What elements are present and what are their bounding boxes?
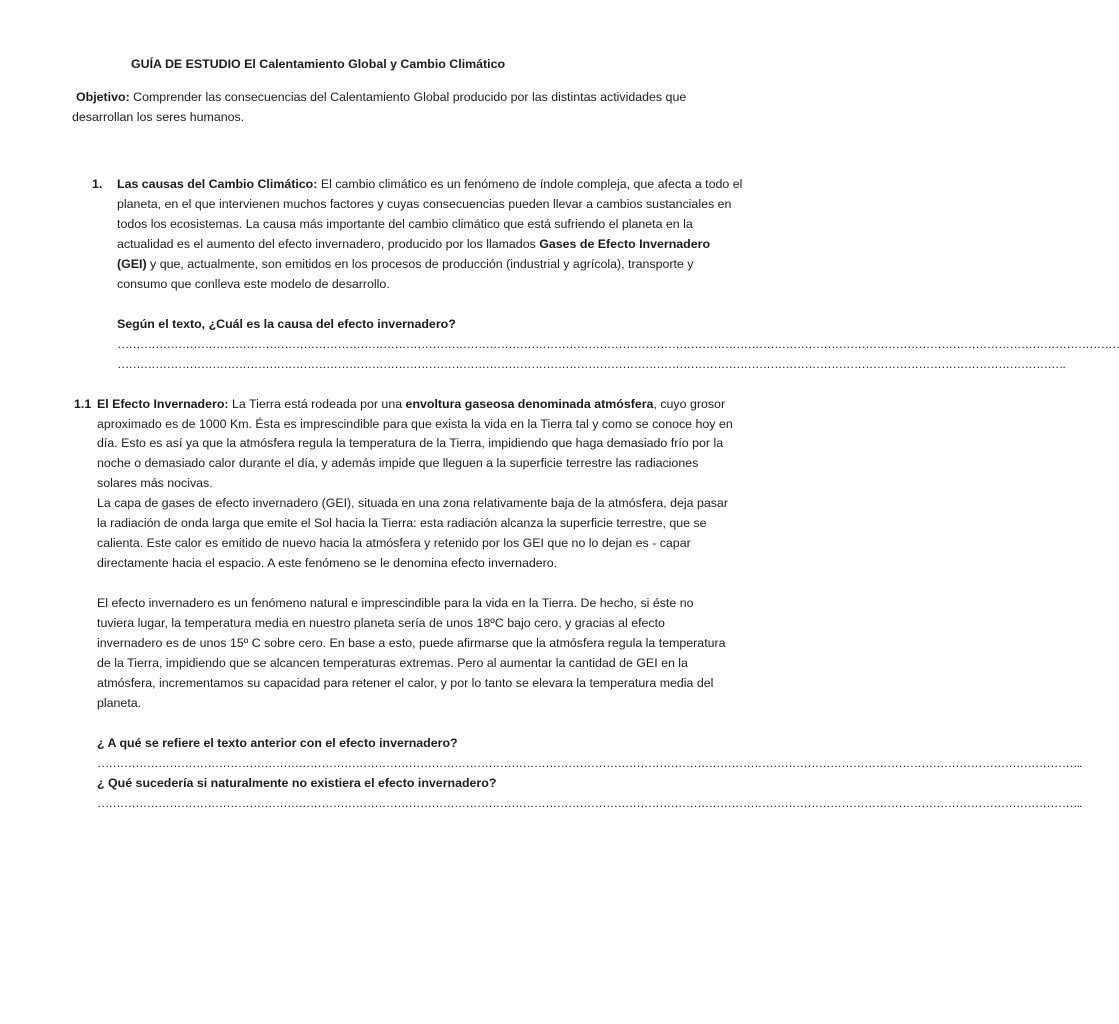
section-1-line-1 — [117, 176, 742, 192]
section-1-1-number: 1.1 — [74, 397, 92, 411]
section-1-1-para2-line-5: atmósfera, incrementamos su capacidad para retener el calor, y por lo tanto se elevara la temperatura media del — [97, 676, 714, 690]
section-1-line-3: todos los ecosistemas. La causa más importante del cambio climático que está sufriendo el planeta en la — [117, 217, 693, 231]
section-1-1-line-6: La capa de gases de efecto invernadero (GEI), situada en una zona relativamente baja de la atmósfera, deja pasar — [97, 496, 728, 510]
section-1-answer-line-2[interactable]: ……………………………………………………………………………………………………………………………………………………………………………………………………………………………. — [117, 357, 1065, 371]
section-1-answer-line-1[interactable]: ………………………………………………………………………………………………………………………………………………………………………………………………………………………………………… — [117, 337, 1119, 351]
objective-line-1 — [76, 89, 686, 105]
gei-abbreviation: (GEI) — [117, 257, 147, 271]
section-1-1-question-1: ¿ A qué se refiere el texto anterior con el efecto invernadero? — [97, 736, 458, 750]
objective-label: Objetivo: — [76, 90, 130, 104]
section-1-line-5 — [117, 256, 693, 272]
section-1-line-4 — [117, 236, 710, 252]
section-1-line-2: planeta, en el que intervienen muchos factores y cuyas consecuencias pueden llevar a cambios sustanciales en — [117, 197, 732, 211]
document-title: GUÍA DE ESTUDIO El Calentamiento Global y Cambio Climático — [131, 57, 506, 71]
section-1-1-line-2: aproximado es de 1000 Km. Ésta es imprescindible para que exista la vida en la Tierra tal y como se conoce hoy en — [97, 417, 733, 431]
section-1-text-5: y que, actualmente, son emitidos en los procesos de producción (industrial y agrícola), transporte y — [146, 257, 694, 271]
section-1-1-line-8: calienta. Este calor es emitido de nuevo hacia la atmósfera y retenido por los GEI que no lo dejan es - capar — [97, 536, 691, 550]
section-1-text-1: El cambio climático es un fenómeno de índole compleja, que afecta a todo el — [317, 177, 743, 191]
section-1-heading: Las causas del Cambio Climático: — [117, 177, 318, 191]
section-1-1-text-1a: La Tierra está rodeada por una — [228, 397, 406, 411]
section-1-1-line-4: noche o demasiado calor durante el día, y además impide que lleguen a la superficie terrestre las radiaciones — [97, 456, 699, 470]
section-1-1-para2-line-4: de la Tierra, impidiendo que se alcancen temperaturas extremas. Pero al aumentar la cantidad de GEI en la — [97, 656, 688, 670]
section-1-line-6: consumo que conlleva este modelo de desarrollo. — [117, 277, 390, 291]
section-1-question: Según el texto, ¿Cuál es la causa del efecto invernadero? — [117, 317, 456, 331]
atmosphere-definition: envoltura gaseosa denominada atmósfera — [405, 397, 654, 411]
objective-line-2: desarrollan los seres humanos. — [72, 110, 245, 124]
section-1-1-line-9: directamente hacia el espacio. A este fenómeno se le denomina efecto invernadero. — [97, 556, 558, 570]
section-1-1-text-1c: , cuyo grosor — [653, 397, 726, 411]
section-1-1-answer-1[interactable]: …………………………………………………………………………………………………………………………………………………………………………………………………………………………………….. — [97, 756, 1082, 770]
section-1-1-para2-line-1: El efecto invernadero es un fenómeno natural e imprescindible para la vida en la Tierra. De hecho, si éste no — [97, 596, 694, 610]
section-1-1-line-7: la radiación de onda larga que emite el Sol hacia la Tierra: esta radiación alcanza la superficie terrestre, que se — [97, 516, 707, 530]
section-1-1-line-5: solares más nocivas. — [97, 476, 213, 490]
section-1-1-line-1 — [97, 396, 725, 412]
section-1-number: 1. — [92, 177, 103, 191]
objective-text-1: Comprender las consecuencias del Calentamiento Global producido por las distintas actividades que — [129, 90, 687, 104]
section-1-1-para2-line-6: planeta. — [97, 696, 142, 710]
section-1-1-para2-line-2: tuviera lugar, la temperatura media en nuestro planeta sería de unos 18ºC bajo cero, y gracias al efecto — [97, 616, 665, 630]
section-1-1-line-3: día. Esto es así ya que la atmósfera regula la temperatura de la Tierra, impidiendo que haga demasiado frío por la — [97, 436, 724, 450]
section-1-1-heading: El Efecto Invernadero: — [97, 397, 229, 411]
section-1-1-answer-2[interactable]: …………………………………………………………………………………………………………………………………………………………………………………………………………………………………….. — [97, 796, 1082, 810]
section-1-1-question-2: ¿ Qué sucedería si naturalmente no existiera el efecto invernadero? — [97, 776, 497, 790]
section-1-1-para2-line-3: invernadero es de unos 15º C sobre cero. En base a esto, puede afirmarse que la atmósfera regula la temperatura — [97, 636, 726, 650]
gei-term: Gases de Efecto Invernadero — [539, 237, 711, 251]
section-1-text-4: actualidad es el aumento del efecto invernadero, producido por los llamados — [117, 237, 540, 251]
